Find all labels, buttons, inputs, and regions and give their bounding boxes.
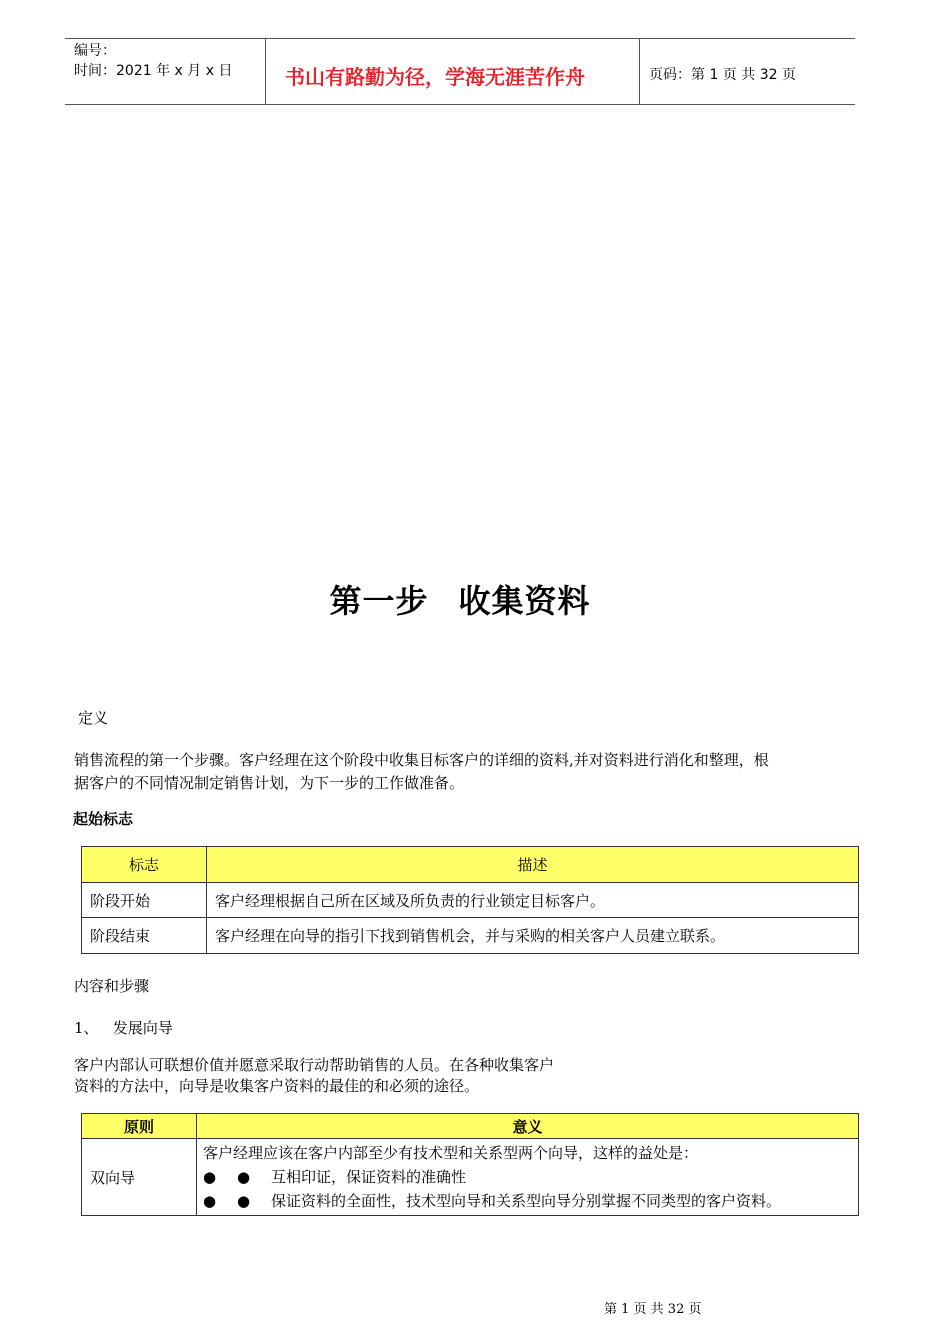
start-mark-table bbox=[81, 846, 859, 954]
definition-heading: 定义 bbox=[78, 709, 109, 727]
column-header: 标志 bbox=[82, 847, 207, 883]
step-1-heading: 1、 发展向导 bbox=[74, 1019, 173, 1037]
table-cell: 双向导 bbox=[82, 1139, 197, 1216]
definition-text-line2: 据客户的不同情况制定销售计划，为下一步的工作做准备。 bbox=[74, 774, 465, 792]
table-row bbox=[82, 1139, 859, 1216]
definition-text-line1: 销售流程的第一个步骤。客户经理在这个阶段中收集目标客户的详细的资料,并对资料进行消化和整理，根 bbox=[74, 751, 769, 769]
header-page-number: 页码：第 1 页 共 32 页 bbox=[649, 67, 796, 83]
title-part1: 第一步 bbox=[329, 582, 429, 620]
bullet-text: 保证资料的全面性，技术型向导和关系型向导分别掌握不同类型的客户资料。 bbox=[271, 1192, 782, 1210]
content-desc-line1: 客户内部认可联想价值并愿意采取行动帮助销售的人员。在各种收集客户 bbox=[74, 1056, 555, 1074]
header-bottom-rule bbox=[65, 104, 855, 105]
bullet-icon: ● bbox=[237, 1168, 251, 1186]
header-divider bbox=[639, 38, 640, 105]
table-cell: 阶段开始 bbox=[82, 883, 207, 918]
header-motto: 书山有路勤为径，学海无涯苦作舟 bbox=[285, 65, 585, 89]
principle-line1: 客户经理应该在客户内部至少有技术型和关系型两个向导，这样的益处是： bbox=[203, 1144, 699, 1162]
header-number: 编号： bbox=[74, 43, 116, 59]
page-footer: 第 1 页 共 32 页 bbox=[604, 1302, 702, 1317]
table-header-row bbox=[82, 847, 859, 883]
bullet-text: 互相印证，保证资料的准确性 bbox=[271, 1168, 467, 1186]
bullet-icon: ● bbox=[203, 1168, 217, 1186]
start-mark-heading: 起始标志 bbox=[73, 810, 134, 828]
table-cell: 客户经理根据自己所在区域及所负责的行业锁定目标客户。 bbox=[207, 883, 859, 918]
bullet-icon: ● bbox=[203, 1192, 217, 1210]
table-cell: 客户经理在向导的指引下找到销售机会，并与采购的相关客户人员建立联系。 bbox=[207, 918, 859, 954]
header-top-rule bbox=[65, 38, 855, 39]
table-row bbox=[82, 918, 859, 954]
column-header: 原则 bbox=[82, 1114, 197, 1139]
column-header: 描述 bbox=[207, 847, 859, 883]
table-row bbox=[82, 883, 859, 918]
header-time: 时间：2021 年 x 月 x 日 bbox=[74, 63, 233, 79]
column-header: 意义 bbox=[197, 1114, 859, 1139]
list-item bbox=[203, 1165, 852, 1189]
header-divider bbox=[265, 38, 266, 105]
content-desc-line2: 资料的方法中，向导是收集客户资料的最佳的和必须的途径。 bbox=[74, 1077, 480, 1095]
title-part2: 收集资料 bbox=[458, 582, 591, 620]
bullet-icon: ● bbox=[237, 1192, 251, 1210]
table-header-row bbox=[82, 1114, 859, 1139]
content-heading: 内容和步骤 bbox=[74, 977, 150, 995]
principle-table bbox=[81, 1113, 859, 1216]
table-cell: 阶段结束 bbox=[82, 918, 207, 954]
table-cell bbox=[197, 1139, 859, 1216]
list-item bbox=[203, 1189, 852, 1213]
page-title bbox=[0, 576, 920, 622]
